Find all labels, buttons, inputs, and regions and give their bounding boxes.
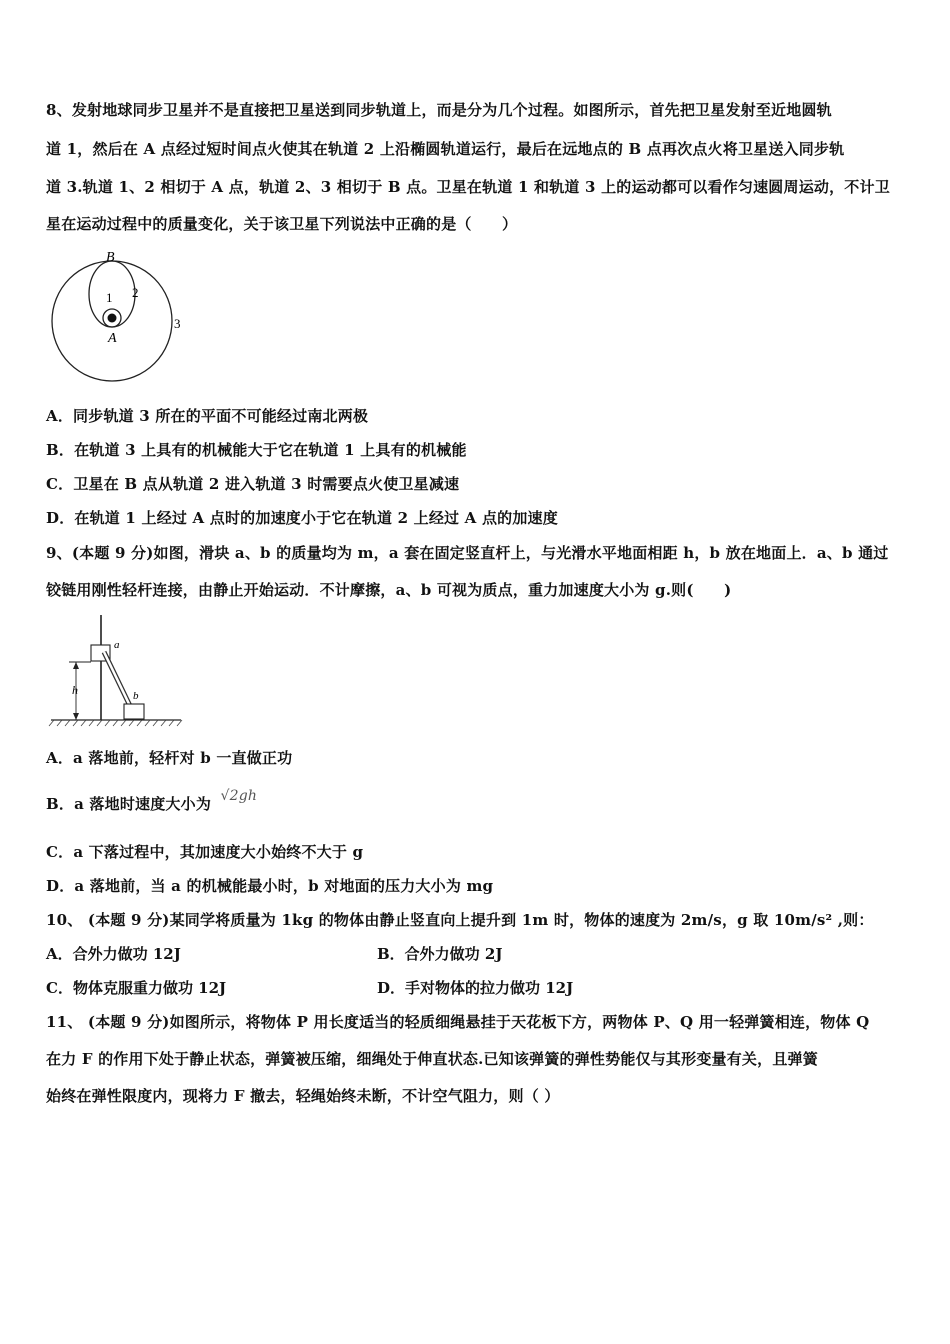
q10-option-c: C．物体克服重力做功 12J [46, 979, 227, 997]
q11-stem-line-1: 11、 (本题 9 分)如图所示，将物体 P 用长度适当的轻质细绳悬挂于天花板下方，两物体 P、Q 用一轻弹簧相连，物体 Q [46, 1013, 870, 1031]
q10-option-a: A．合外力做功 12J [46, 945, 181, 963]
slider-b [124, 704, 144, 719]
sqrt-formula: √2gh [220, 788, 258, 804]
label-a: a [114, 639, 120, 651]
ground-hatching [49, 720, 182, 726]
q8-option-d: D．在轨道 1 上经过 A 点时的加速度小于它在轨道 2 上经过 A 点的加速度 [46, 509, 558, 527]
q9-option-d: D．a 落地前，当 a 的机械能最小时，b 对地面的压力大小为 mg [46, 877, 494, 895]
q8-option-a: A．同步轨道 3 所在的平面不可能经过南北两极 [46, 407, 369, 425]
orbit-diagram [46, 246, 196, 386]
height-arrow-down [73, 713, 79, 720]
q10-option-b: B．合外力做功 2J [377, 945, 503, 963]
q9-option-b-text: B．a 落地时速度大小为 [46, 795, 212, 813]
q9-stem-line-1: 9、(本题 9 分)如图，滑块 a、b 的质量均为 m，a 套在固定竖直杆上，与光滑水平地面相距 h，b 放在地面上．a、b 通过 [46, 544, 889, 562]
q9-option-a: A．a 落地前，轻杆对 b 一直做正功 [46, 749, 293, 767]
q10-option-d: D．手对物体的拉力做功 12J [377, 979, 574, 997]
q11-stem-line-2: 在力 F 的作用下处于静止状态，弹簧被压缩，细绳处于伸直状态.已知该弹簧的弹性势能仅与其形变量有关，且弹簧 [46, 1050, 818, 1068]
label-1: 1 [106, 290, 113, 305]
q11-stem-line-3: 始终在弹性限度内，现将力 F 撤去，轻绳始终未断，不计空气阻力，则（ ） [46, 1087, 560, 1105]
q8-stem-line-3: 道 3.轨道 1、2 相切于 A 点，轨道 2、3 相切于 B 点。卫星在轨道 1 和轨道 3 上的运动都可以看作匀速圆周运动，不计卫 [46, 178, 890, 196]
label-B: B [106, 250, 115, 265]
q10-stem: 10、 (本题 9 分)某同学将质量为 1kg 的物体由静止竖直向上提升到 1m 时，物体的速度为 2m/s，g 取 10m/s² ,则： [46, 911, 874, 929]
label-3: 3 [174, 316, 181, 331]
label-2: 2 [132, 285, 139, 300]
slider-rod-diagram [46, 612, 186, 732]
label-b: b [133, 690, 139, 702]
q9-option-c: C．a 下落过程中，其加速度大小始终不大于 g [46, 843, 364, 861]
q8-stem-line-2: 道 1，然后在 A 点经过短时间点火使其在轨道 2 上沿椭圆轨道运行，最后在远地点的 B 点再次点火将卫星送入同步轨 [46, 140, 845, 158]
q8-option-c: C．卫星在 B 点从轨道 2 进入轨道 3 时需要点火使卫星减速 [46, 475, 460, 493]
q8-option-b: B．在轨道 3 上具有的机械能大于它在轨道 1 上具有的机械能 [46, 441, 467, 459]
q8-stem-line-4: 星在运动过程中的质量变化，关于该卫星下列说法中正确的是（ ） [46, 215, 518, 233]
height-arrow-up [73, 662, 79, 669]
connecting-rod-inner [104, 652, 131, 708]
q9-option-b [46, 788, 908, 815]
label-A: A [108, 331, 117, 346]
earth-dot [108, 314, 117, 323]
label-h: h [72, 683, 78, 697]
q8-stem-line-1: 8、发射地球同步卫星并不是直接把卫星送到同步轨道上，而是分为几个过程。如图所示，首先把卫星发射至近地圆轨 [46, 101, 832, 119]
q9-stem-line-2: 铰链用刚性轻杆连接，由静止开始运动．不计摩擦，a、b 可视为质点，重力加速度大小为 g.则( ) [46, 581, 732, 599]
